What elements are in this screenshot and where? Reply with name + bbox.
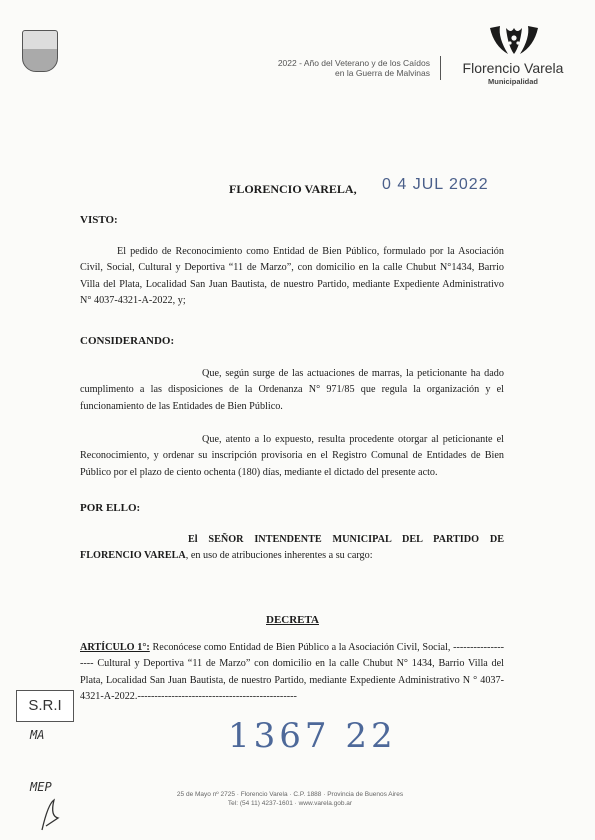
por-ello-paragraph: [80, 532, 504, 565]
handwritten-initials-1: MA: [30, 728, 45, 742]
considerando-paragraph-2: Que, atento a lo expuesto, resulta procedente otorgar al peticionante el Reconocimiento, y ordenar su inscripción provisoria en el Registro Comunal de Entidades de Bien Público por el plazo de ciento ochenta (180) días, mediante el dictado del presente acto.: [80, 434, 504, 478]
article-1-label: ARTÍCULO 1°:: [80, 642, 150, 653]
handwritten-initials-2: MEP: [30, 780, 52, 794]
considerando-paragraph-1: Que, según surge de las actuaciones de marras, la peticionante ha dado cumplimento a las disposiciones de la Ordenanza N° 971/85 que regula la organización y el funcionamiento de las Entidades de Bien Público.: [80, 368, 504, 412]
article-1-text: Reconócese como Entidad de Bien Público a la Asociación Civil, Social, ------------------- Cultural y Deportiva “11 de Marzo” con domicilio en la calle Chubut N° 1434, Barrio Villa del Plata, Localidad San Juan Bautista, de nuestro Partido, mediante Expediente Administrativo N ° 4037-4321-A-2022.-----------------------------------------------: [80, 642, 505, 703]
year-motto: [238, 58, 430, 78]
visto-paragraph: El pedido de Reconocimiento como Entidad de Bien Público, formulado por la Asociación Civil, Social, Cultural y Deportiva “11 de Marzo”, con domicilio en la calle Chubut N°1434, Barrio Villa del Plata, Localidad San Juan Bautista, de nuestro Partido, mediante Expediente Administrativo N° 4037-4321-A-2022, y;: [80, 246, 504, 307]
header-divider: [440, 56, 441, 80]
considerando-heading: CONSIDERANDO:: [80, 335, 175, 347]
motto-line-1: 2022 - Año del Veterano y de los Caídos: [277, 58, 430, 68]
intendente-rest-text: , en uso de atribuciones inherentes a su cargo:: [185, 550, 373, 562]
decree-number-stamp: 1367 22: [228, 716, 397, 756]
brand-subtitle: Municipalidad: [487, 77, 538, 86]
signature-scribble-icon: [38, 796, 64, 832]
intendente-bold-text: El SEÑOR INTENDENTE MUNICIPAL DEL PARTIDO DE FLORENCIO VARELA: [80, 534, 504, 562]
motto-line-2: en la Guerra de Malvinas: [335, 68, 430, 78]
sri-stamp-box: S.R.I: [16, 690, 74, 722]
date-stamp: 0 4 JUL 2022: [382, 176, 489, 193]
visto-heading: VISTO:: [80, 214, 118, 226]
municipal-shield-icon: [22, 30, 58, 72]
article-1-paragraph: [80, 640, 504, 706]
footer-address: 25 de Mayo nº 2725 · Florencio Varela · C.P. 1888 · Provincia de Buenos Aires: [176, 791, 404, 798]
dateline-place: FLORENCIO VARELA,: [229, 182, 357, 196]
florencio-varela-logo-icon: [486, 24, 542, 60]
footer-contact: Tel: (54 11) 4237-1601 · www.varela.gob.ar: [227, 800, 353, 807]
por-ello-heading: POR ELLO:: [80, 502, 141, 514]
decreta-heading: DECRETA: [266, 614, 319, 626]
brand-name: Florencio Varela: [462, 60, 564, 76]
